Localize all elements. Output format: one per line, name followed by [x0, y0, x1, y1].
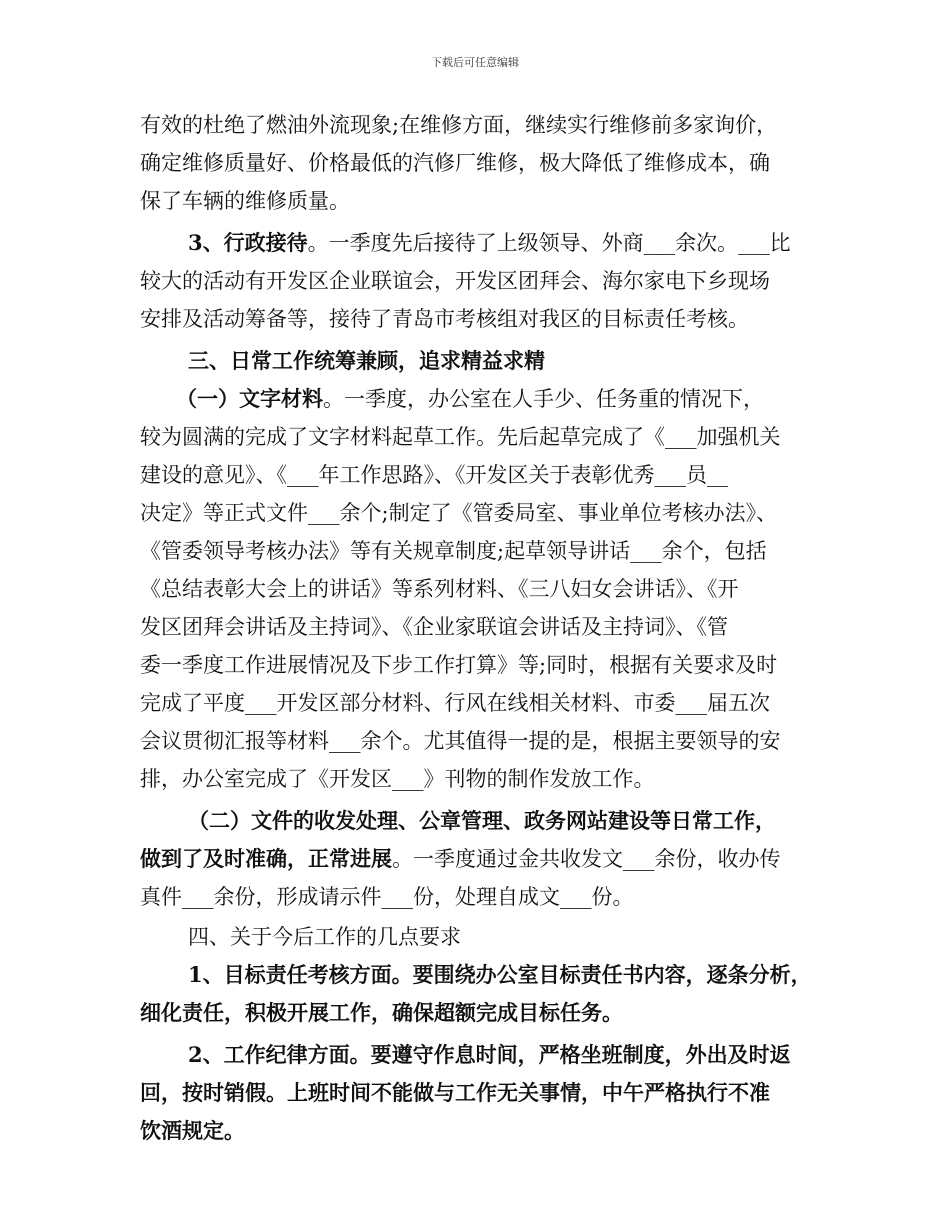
text-segment: 四、关于今后工作的几点要求: [188, 925, 461, 949]
text-line: [140, 536, 767, 566]
text-line: [140, 612, 728, 642]
text-line: [188, 346, 545, 376]
page-header: 下载后可任意编辑: [431, 56, 519, 69]
bold-text-segment: 2、工作纪律方面。要遵守作息时间，严格坐班制度，外出及时返: [188, 1042, 791, 1067]
text-line: [140, 998, 623, 1028]
text-segment: 排，办公室完成了《开发区___》刊物的制作发放工作。: [140, 767, 655, 791]
bold-text-segment: 做到了及时准确，正常进展: [140, 846, 392, 871]
text-line: [188, 228, 791, 258]
text-segment: 。一季度先后接待了上级领导、外商___余次。___比: [307, 231, 791, 255]
text-line: [188, 806, 776, 836]
text-line: [188, 922, 461, 952]
bold-text-segment: （一）文字材料: [176, 386, 323, 411]
bold-text-segment: 饮酒规定。: [140, 1118, 245, 1143]
text-line: [140, 764, 655, 794]
text-segment: 保了车辆的维修质量。: [140, 189, 350, 213]
text-segment: 较大的活动有开发区企业联谊会，开发区团拜会、海尔家电下乡现场: [140, 269, 770, 293]
text-line: [140, 110, 777, 140]
bold-text-segment: 1、目标责任考核方面。要围绕办公室目标责任书内容，逐条分析，: [188, 962, 812, 987]
text-line: [140, 844, 781, 874]
text-segment: 安排及活动筹备等，接待了青岛市考核组对我区的目标责任考核。: [140, 307, 749, 331]
bold-text-segment: （二）文件的收发处理、公章管理、政务网站建设等日常工作，: [188, 808, 776, 833]
text-segment: 真件___余份，形成请示件___份，处理自成文___份。: [140, 885, 634, 909]
text-segment: 《总结表彰大会上的讲话》等系列材料、《三八妇女会讲话》、《开: [140, 577, 739, 601]
text-line: [140, 422, 781, 452]
bold-text-segment: 细化责任，积极开展工作，确保超额完成目标任务。: [140, 1000, 623, 1025]
text-line: [176, 384, 764, 414]
text-line: [140, 304, 749, 334]
text-segment: 。一季度，办公室在人手少、任务重的情况下，: [323, 387, 764, 411]
text-segment: 发区团拜会讲话及主持词》、《企业家联谊会讲话及主持词》、《管: [140, 615, 728, 639]
text-segment: 。一季度通过金共收发文___余份，收办传: [392, 847, 781, 871]
text-segment: 建设的意见》、《___年工作思路》、《开发区关于表彰优秀___员__: [140, 463, 728, 487]
bold-text-segment: 回，按时销假。上班时间不能做与工作无关事情，中午严格执行不准: [140, 1080, 770, 1105]
text-segment: 《管委领导考核办法》等有关规章制度;起草领导讲话___余个，包括: [140, 539, 767, 563]
text-line: [140, 1078, 770, 1108]
text-line: [140, 650, 777, 680]
text-segment: 会议贯彻汇报等材料___余个。尤其值得一提的是，根据主要领导的安: [140, 729, 781, 753]
text-line: [140, 688, 770, 718]
bold-text-segment: 3、行政接待: [188, 230, 308, 255]
text-segment: 有效的杜绝了燃油外流现象;在维修方面，继续实行维修前多家询价，: [140, 113, 778, 137]
text-line: [140, 882, 634, 912]
text-line: [140, 726, 781, 756]
bold-text-segment: 三、日常工作统筹兼顾，追求精益求精: [188, 348, 545, 373]
text-segment: 决定》等正式文件___余个;制定了《管委局室、事业单位考核办法》、: [140, 501, 778, 525]
text-segment: 完成了平度___开发区部分材料、行风在线相关材料、市委___届五次: [140, 691, 770, 715]
text-line: [140, 266, 770, 296]
text-segment: 委一季度工作进展情况及下步工作打算》等;同时，根据有关要求及时: [140, 653, 778, 677]
text-line: [140, 148, 770, 178]
text-line: [140, 574, 739, 604]
text-line: [188, 1040, 791, 1070]
text-line: [140, 460, 728, 490]
text-line: [140, 186, 350, 216]
text-line: [140, 498, 777, 528]
text-line: [140, 1116, 245, 1146]
text-line: [188, 960, 812, 990]
text-segment: 确定维修质量好、价格最低的汽修厂维修，极大降低了维修成本，确: [140, 151, 770, 175]
text-segment: 较为圆满的完成了文字材料起草工作。先后起草完成了《___加强机关: [140, 425, 781, 449]
